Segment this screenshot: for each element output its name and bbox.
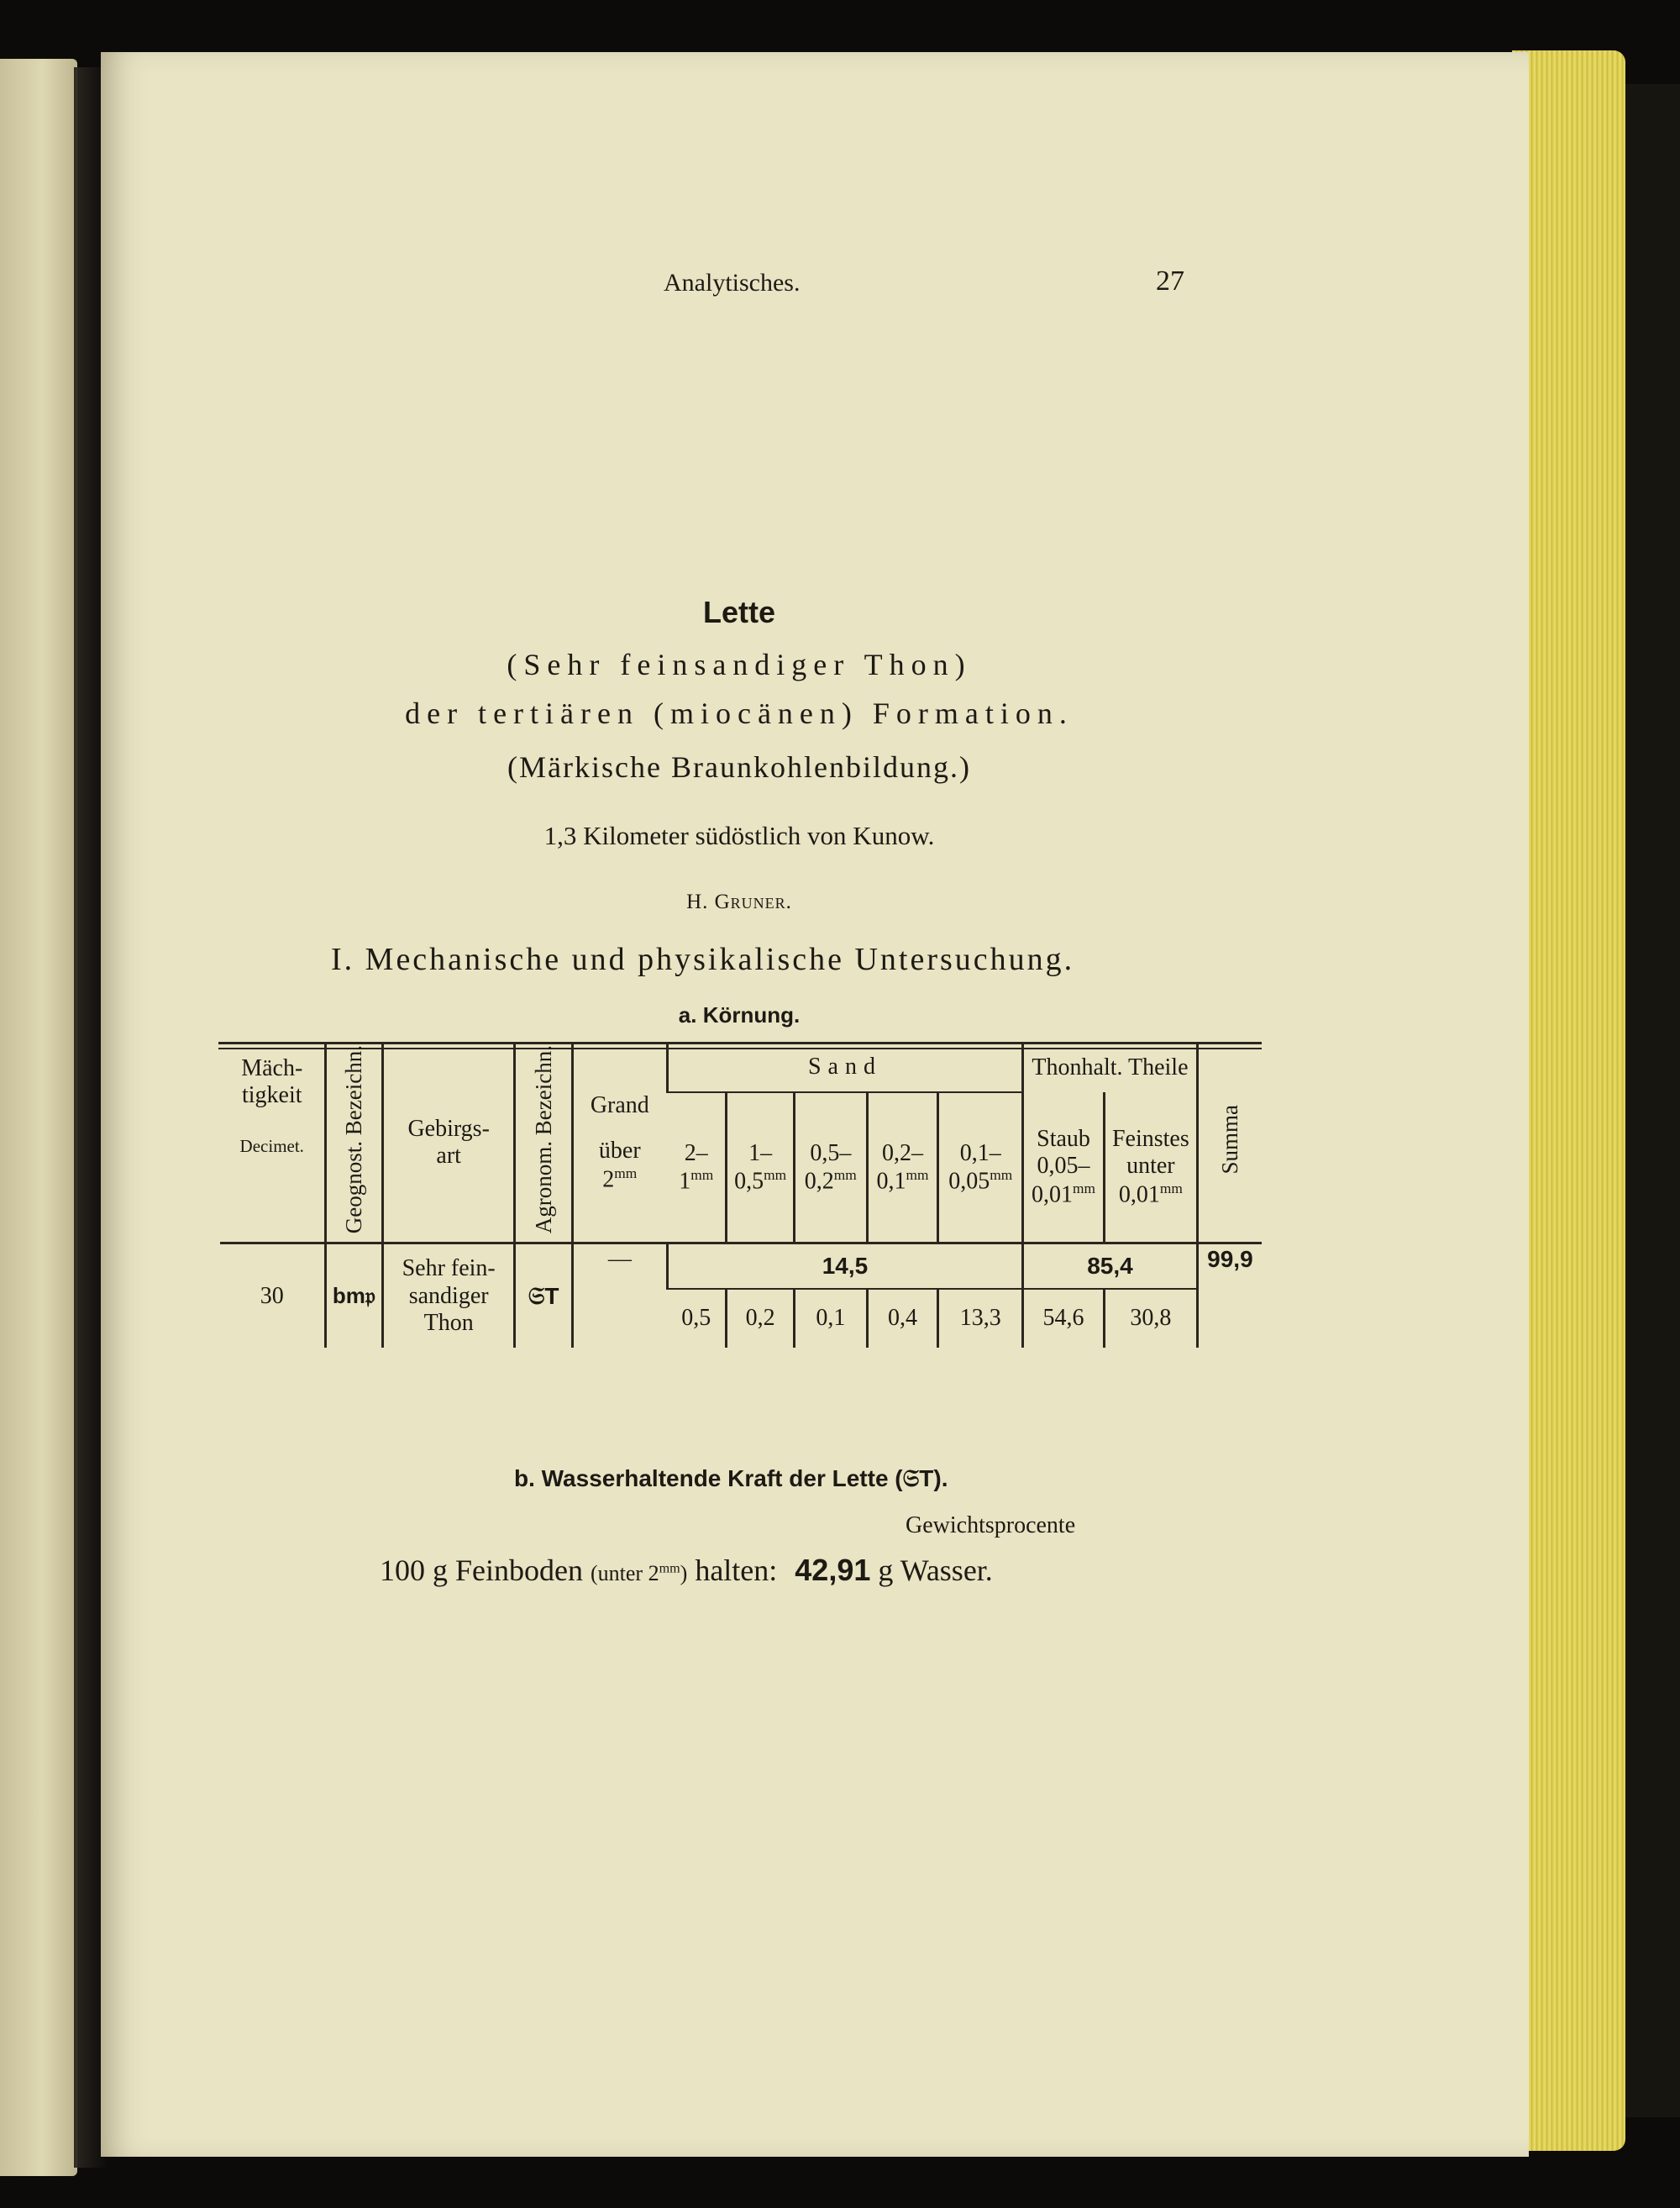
cell-clay-1: 54,6	[1023, 1289, 1105, 1348]
sand-col-5	[938, 1092, 1023, 1243]
sand-col-3-from: 0,5–	[810, 1139, 852, 1166]
cell-rock	[383, 1243, 515, 1348]
sand-col-5-unit: mm	[990, 1167, 1013, 1184]
clay-col-1	[1023, 1092, 1105, 1243]
cell-sand-3: 0,1	[794, 1289, 867, 1348]
page-edges	[1512, 50, 1625, 2151]
cell-thickness: 30	[260, 1282, 284, 1309]
sand-col-1-to-value: 1	[679, 1168, 691, 1195]
water-sentence-paren: (unter $2^{mm}$)	[590, 1561, 688, 1585]
header-thickness-unit: Decimet.	[239, 1136, 304, 1157]
book-cover	[1625, 84, 1680, 2117]
water-sentence-end: g Wasser.	[878, 1553, 993, 1587]
sand-col-1-from: 2–	[684, 1139, 708, 1166]
location-line: 1,3 Kilometer südöstlich von Kunow.	[543, 821, 935, 850]
sand-col-1-unit: mm	[690, 1167, 714, 1184]
sand-col-3-to-value: 0,2	[804, 1168, 834, 1195]
water-sentence-start: 100 g Feinboden	[380, 1553, 583, 1587]
sand-col-2-from: 1–	[748, 1139, 773, 1166]
header-grand-label: Grand	[590, 1092, 649, 1119]
section-1-heading: I. Mechanische und physikalische Untersuchung.	[331, 942, 1075, 977]
header-geognost	[325, 1044, 383, 1243]
unit-label: Gewichtsprocente	[906, 1512, 1076, 1538]
header-agronom	[515, 1044, 573, 1243]
cell-sand-4: 0,4	[867, 1289, 938, 1348]
water-sentence-mid: halten:	[695, 1553, 778, 1587]
cell-clay-2: 30,8	[1104, 1289, 1197, 1348]
sand-col-4-from: 0,2–	[881, 1139, 923, 1166]
cell-sand-total: 14,5	[667, 1243, 1022, 1289]
clay-col-1-to	[1027, 1180, 1100, 1209]
header-grand-size-value: 2	[602, 1165, 615, 1192]
subsection-a-heading: a. Körnung.	[678, 1002, 801, 1028]
clay-col-2-to-value: 0,01	[1118, 1180, 1160, 1207]
clay-col-2-unit: mm	[1159, 1180, 1183, 1196]
header-clay	[1023, 1044, 1198, 1092]
sand-col-4	[867, 1092, 938, 1243]
header-grand-over: über	[598, 1138, 641, 1164]
sand-col-3	[794, 1092, 867, 1243]
sand-col-3-to	[799, 1167, 863, 1196]
header-clay-label: Thonhalt. Theile	[1032, 1054, 1189, 1080]
clay-col-2	[1104, 1092, 1197, 1243]
page-number: 27	[1156, 265, 1184, 297]
running-title: Analytisches.	[664, 269, 801, 297]
header-rock	[383, 1044, 515, 1243]
cell-agronom: 𝔖T	[515, 1243, 573, 1348]
sand-col-4-unit: mm	[906, 1167, 929, 1184]
header-geognost-label: Geognost. Bezeichn.	[341, 1045, 367, 1234]
sand-col-1-to	[670, 1167, 722, 1196]
sand-col-4-to	[872, 1167, 934, 1196]
title-line-2: der tertiären (miocänen) Formation.	[405, 697, 1074, 730]
header-thickness	[220, 1044, 325, 1243]
title-line-1: (Sehr feinsandiger Thon)	[507, 648, 972, 681]
sand-col-1	[667, 1092, 727, 1243]
sand-col-5-from: 0,1–	[959, 1139, 1001, 1166]
sand-col-4-to-value: 0,1	[876, 1168, 906, 1195]
header-grand	[572, 1044, 667, 1243]
header-agronom-label: Agronom. Bezeichn.	[530, 1045, 556, 1234]
clay-col-2-from: unter	[1126, 1153, 1175, 1180]
sand-col-2-to-value: 0,5	[734, 1168, 764, 1195]
cell-grand: —	[572, 1243, 667, 1348]
cell-clay-total: 85,4	[1023, 1243, 1198, 1289]
cell-geognost: bm𝔭	[325, 1243, 383, 1348]
header-sand-label: Sand	[807, 1054, 882, 1080]
cell-rock-text: Sehr fein-sandiger Thon	[402, 1255, 496, 1336]
left-page-edge	[0, 59, 77, 2176]
page-title: Lette	[702, 595, 775, 629]
clay-col-2-label: Feinstes	[1111, 1126, 1189, 1153]
water-value: 42,91	[795, 1553, 871, 1587]
header-grand-size	[577, 1165, 663, 1194]
sand-col-3-unit: mm	[833, 1167, 857, 1184]
header-thickness-label: Mäch-tigkeit	[241, 1055, 303, 1109]
header-summa	[1197, 1044, 1262, 1243]
sand-col-2-to	[731, 1167, 790, 1196]
header-grand-size-unit: mm	[614, 1164, 638, 1181]
title-line-3: (Märkische Braunkohlenbildung.)	[507, 750, 971, 784]
header-sand	[667, 1044, 1022, 1092]
header-rock-label: Gebirgs-art	[407, 1116, 490, 1170]
water-paren-text: (unter 2	[590, 1561, 659, 1585]
cell-summa: 99,9	[1197, 1243, 1262, 1348]
clay-col-1-unit: mm	[1073, 1180, 1096, 1196]
sand-col-5-to-value: 0,05	[948, 1168, 990, 1195]
sand-col-2-unit: mm	[764, 1167, 787, 1184]
subsection-b-heading: b. Wasserhaltende Kraft der Lette (𝔖T).	[514, 1465, 948, 1491]
clay-col-1-from: 0,05–	[1037, 1153, 1090, 1180]
cell-sand-2: 0,2	[727, 1289, 795, 1348]
clay-col-1-label: Staub	[1037, 1126, 1090, 1153]
water-capacity-line	[380, 1553, 993, 1588]
grain-size-table	[220, 1044, 1262, 1348]
author: H. Gruner.	[686, 891, 792, 913]
sand-col-2	[727, 1092, 795, 1243]
sand-col-5-to	[942, 1167, 1018, 1196]
clay-col-1-to-value: 0,01	[1032, 1180, 1074, 1207]
water-paren-unit: mm	[659, 1561, 680, 1576]
header-summa-label: Summa	[1217, 1104, 1243, 1175]
clay-col-2-to	[1109, 1180, 1193, 1209]
cell-sand-5: 13,3	[938, 1289, 1023, 1348]
cell-sand-1: 0,5	[681, 1305, 711, 1332]
